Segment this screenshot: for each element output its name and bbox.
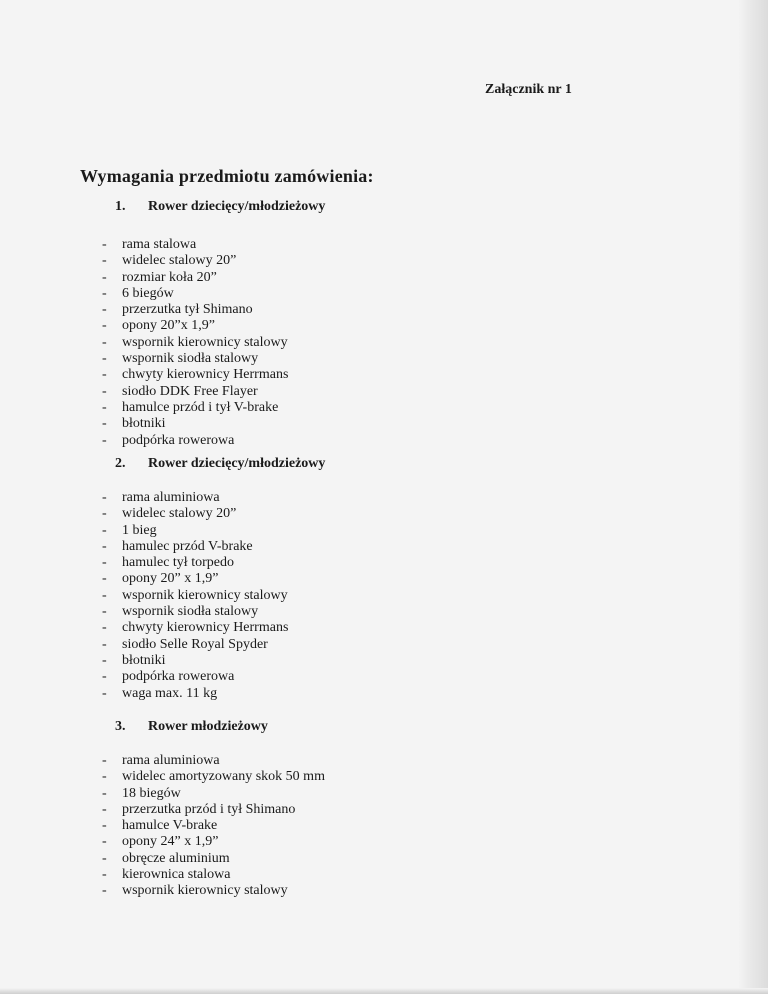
item-text: wspornik siodła stalowy bbox=[122, 351, 259, 367]
bullet-dash: - bbox=[102, 334, 107, 350]
bullet-dash: - bbox=[102, 769, 107, 785]
section-1 bbox=[0, 199, 700, 448]
item-text: widelec amortyzowany skok 50 mm bbox=[122, 769, 325, 785]
section-2 bbox=[0, 456, 700, 701]
item-text: wspornik kierownicy stalowy bbox=[122, 587, 288, 603]
item-text: hamulec przód V-brake bbox=[122, 538, 253, 554]
bullet-dash: - bbox=[102, 867, 107, 883]
section-number: 3. bbox=[115, 719, 126, 734]
bullet-dash: - bbox=[102, 416, 107, 432]
bullet-dash: - bbox=[102, 652, 107, 668]
bullet-dash: - bbox=[102, 490, 107, 505]
bullet-dash: - bbox=[102, 883, 107, 899]
bullet-dash: - bbox=[102, 555, 107, 571]
bullet-dash: - bbox=[102, 318, 107, 334]
section-title: Rower młodzieżowy bbox=[148, 719, 268, 734]
bullet-dash: - bbox=[102, 383, 107, 399]
item-text: siodło DDK Free Flayer bbox=[122, 383, 258, 399]
section-3 bbox=[0, 719, 700, 899]
bullet-dash: - bbox=[102, 399, 107, 415]
bullet-dash: - bbox=[102, 571, 107, 587]
bullet-dash: - bbox=[102, 785, 107, 801]
item-text: opony 20” x 1,9” bbox=[122, 571, 219, 587]
bullet-dash: - bbox=[102, 587, 107, 603]
item-text: opony 24” x 1,9” bbox=[122, 834, 219, 850]
bullet-dash: - bbox=[102, 432, 107, 448]
item-text: rama aluminiowa bbox=[122, 490, 220, 505]
item-text: widelec stalowy 20” bbox=[122, 506, 237, 522]
document-heading: Wymagania przedmiotu zamówienia: bbox=[80, 166, 374, 186]
bullet-dash: - bbox=[102, 753, 107, 768]
bullet-dash: - bbox=[102, 253, 107, 269]
item-text: widelec stalowy 20” bbox=[122, 253, 237, 269]
item-text: podpórka rowerowa bbox=[122, 432, 235, 448]
item-text: rama stalowa bbox=[122, 237, 197, 252]
bullet-dash: - bbox=[102, 620, 107, 636]
bullet-dash: - bbox=[102, 850, 107, 866]
item-text: wspornik kierownicy stalowy bbox=[122, 883, 288, 899]
bullet-dash: - bbox=[102, 367, 107, 383]
section-title: Rower dziecięcy/młodzieżowy bbox=[148, 456, 326, 471]
bullet-dash: - bbox=[102, 685, 107, 701]
scan-page-edge bbox=[738, 0, 768, 994]
section-number: 1. bbox=[115, 199, 126, 214]
bullet-dash: - bbox=[102, 834, 107, 850]
section-header bbox=[0, 719, 700, 741]
section-title: Rower dziecięcy/młodzieżowy bbox=[148, 199, 326, 214]
item-text: wspornik siodła stalowy bbox=[122, 604, 259, 620]
item-text: chwyty kierownicy Herrmans bbox=[122, 367, 289, 383]
item-text: podpórka rowerowa bbox=[122, 669, 235, 685]
bullet-dash: - bbox=[102, 302, 107, 318]
item-text: siodło Selle Royal Spyder bbox=[122, 636, 268, 652]
bullet-dash: - bbox=[102, 604, 107, 620]
item-text: błotniki bbox=[122, 416, 166, 432]
item-text: waga max. 11 kg bbox=[122, 685, 218, 701]
section-header bbox=[0, 199, 700, 221]
section-header bbox=[0, 456, 700, 478]
bullet-dash: - bbox=[102, 269, 107, 285]
item-text: przerzutka przód i tył Shimano bbox=[122, 801, 296, 817]
item-text: hamulce przód i tył V-brake bbox=[122, 399, 279, 415]
bullet-dash: - bbox=[102, 636, 107, 652]
bullet-dash: - bbox=[102, 506, 107, 522]
bullet-dash: - bbox=[102, 237, 107, 252]
section-number: 2. bbox=[115, 456, 126, 471]
item-text: chwyty kierownicy Herrmans bbox=[122, 620, 289, 636]
scan-bottom-edge bbox=[0, 988, 768, 994]
bullet-dash: - bbox=[102, 801, 107, 817]
item-text: obręcze aluminium bbox=[122, 850, 230, 866]
item-text: rozmiar koła 20” bbox=[122, 269, 217, 285]
item-text: hamulec tył torpedo bbox=[122, 555, 234, 571]
bullet-dash: - bbox=[102, 538, 107, 554]
item-text: rama aluminiowa bbox=[122, 753, 220, 768]
bullet-dash: - bbox=[102, 669, 107, 685]
bullet-dash: - bbox=[102, 351, 107, 367]
annex-label: Załącznik nr 1 bbox=[485, 82, 572, 97]
item-text: 18 biegów bbox=[122, 785, 181, 801]
item-text: przerzutka tył Shimano bbox=[122, 302, 253, 318]
item-text: 6 biegów bbox=[122, 285, 174, 301]
bullet-dash: - bbox=[102, 522, 107, 538]
item-text: błotniki bbox=[122, 652, 166, 668]
bullet-dash: - bbox=[102, 818, 107, 834]
item-text: hamulce V-brake bbox=[122, 818, 218, 834]
item-text: kierownica stalowa bbox=[122, 867, 231, 883]
item-text: opony 20”x 1,9” bbox=[122, 318, 215, 334]
item-text: wspornik kierownicy stalowy bbox=[122, 334, 288, 350]
item-text: 1 bieg bbox=[122, 522, 157, 538]
bullet-dash: - bbox=[102, 285, 107, 301]
